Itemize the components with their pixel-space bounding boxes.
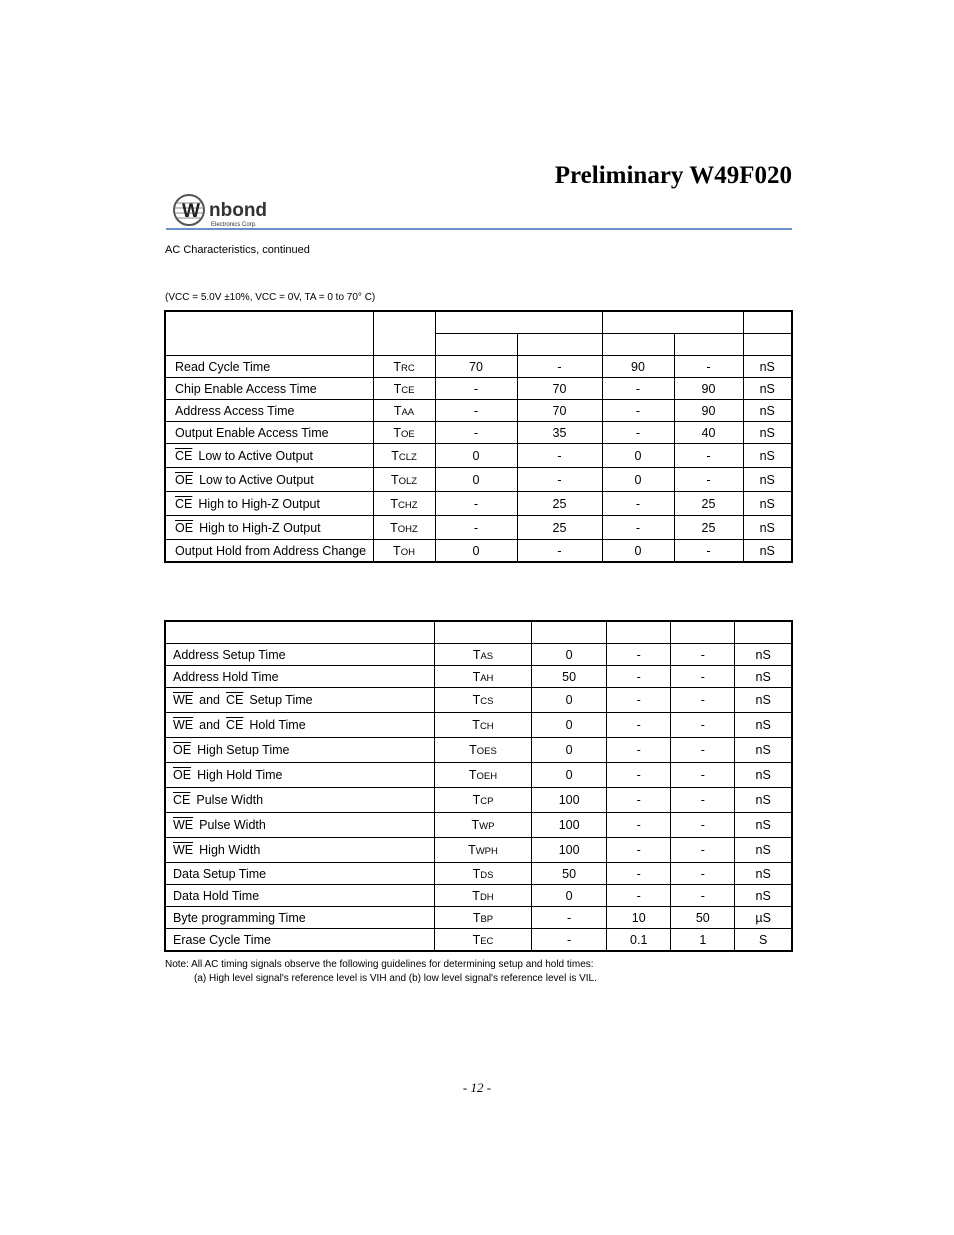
timing-note [165, 958, 597, 986]
table-row [165, 885, 792, 907]
param-value: - [532, 929, 607, 952]
param-symbol: TOHZ [373, 516, 435, 540]
param-value: - [674, 468, 743, 492]
param-value: - [671, 863, 735, 885]
param-symbol: TCE [373, 378, 435, 400]
param-value: 90 [602, 356, 674, 378]
param-value: 40 [674, 422, 743, 444]
param-value: 25 [674, 516, 743, 540]
param-value: - [602, 422, 674, 444]
param-value: - [671, 666, 735, 688]
table-row [165, 492, 792, 516]
param-name: Address Access Time [165, 400, 373, 422]
param-value: - [671, 763, 735, 788]
section-continued: AC Characteristics, continued [165, 244, 310, 256]
param-name: Read Cycle Time [165, 356, 373, 378]
param-name: $\overline{WE}$ High Width [165, 838, 434, 863]
table-row [165, 356, 792, 378]
param-value: - [532, 907, 607, 929]
param-symbol: TDS [434, 863, 531, 885]
param-value: 100 [532, 838, 607, 863]
param-name: $\overline{WE}$ and $\overline{CE}$ Hold Time [165, 713, 434, 738]
param-symbol: TWP [434, 813, 531, 838]
param-value: - [674, 444, 743, 468]
param-symbol: TOE [373, 422, 435, 444]
param-symbol: TEC [434, 929, 531, 952]
active-low-signal: $\overline{CE}$ [173, 793, 191, 807]
param-value: - [671, 644, 735, 666]
active-low-signal: $\overline{OE}$ [175, 520, 194, 535]
param-value: - [607, 688, 671, 713]
param-symbol: TCS [434, 688, 531, 713]
param-value: 35 [517, 422, 602, 444]
active-low-signal: $\overline{OE}$ [175, 472, 194, 487]
param-value: 0 [532, 763, 607, 788]
param-value: 25 [674, 492, 743, 516]
param-value: 0 [602, 540, 674, 563]
param-name: $\overline{OE}$ High Hold Time [165, 763, 434, 788]
param-symbol: TOH [373, 540, 435, 563]
param-value: 70 [517, 400, 602, 422]
param-value: 0 [602, 444, 674, 468]
param-name: $\overline{CE}$ Pulse Width [165, 788, 434, 813]
param-value: nS [743, 422, 792, 444]
param-value: nS [743, 516, 792, 540]
param-name: $\overline{OE}$ High to High-Z Output [165, 516, 373, 540]
param-value: - [607, 644, 671, 666]
param-value: - [671, 885, 735, 907]
table-row [165, 907, 792, 929]
param-value: - [607, 713, 671, 738]
param-value: - [435, 492, 517, 516]
param-value: 70 [435, 356, 517, 378]
param-value: - [671, 788, 735, 813]
table-row [165, 444, 792, 468]
param-value: - [602, 492, 674, 516]
table-row [165, 540, 792, 563]
param-value: 0 [532, 688, 607, 713]
param-value: 90 [674, 400, 743, 422]
param-symbol: TBP [434, 907, 531, 929]
param-name: Chip Enable Access Time [165, 378, 373, 400]
param-value: nS [735, 688, 792, 713]
param-value: nS [743, 492, 792, 516]
active-low-signal: $\overline{CE}$ [226, 693, 244, 707]
param-value: nS [735, 863, 792, 885]
param-value: - [602, 400, 674, 422]
table-row [165, 863, 792, 885]
param-symbol: TWPH [434, 838, 531, 863]
param-value: nS [735, 813, 792, 838]
note-line-2: (a) High level signal's reference level is VIH and (b) low level signal's reference level is VIL. [194, 973, 597, 984]
read-cycle-table [164, 310, 793, 563]
param-value: - [671, 813, 735, 838]
param-value: nS [735, 788, 792, 813]
param-name: Output Enable Access Time [165, 422, 373, 444]
param-symbol: TOEH [434, 763, 531, 788]
param-value: - [517, 540, 602, 563]
active-low-signal: $\overline{CE}$ [175, 496, 193, 511]
table-row [165, 738, 792, 763]
page-title: Preliminary W49F020 [554, 162, 792, 189]
table-header-row [165, 311, 792, 334]
param-name: Address Hold Time [165, 666, 434, 688]
table-row [165, 788, 792, 813]
param-value: - [435, 400, 517, 422]
param-value: - [435, 378, 517, 400]
param-value: 0 [532, 885, 607, 907]
param-value: - [607, 788, 671, 813]
table-row [165, 400, 792, 422]
param-value: - [517, 468, 602, 492]
param-name: Data Setup Time [165, 863, 434, 885]
param-value: 10 [607, 907, 671, 929]
param-value: nS [735, 713, 792, 738]
table-row [165, 422, 792, 444]
param-value: 25 [517, 492, 602, 516]
param-value: nS [743, 400, 792, 422]
param-symbol: TCHZ [373, 492, 435, 516]
param-symbol: TCH [434, 713, 531, 738]
param-value: nS [743, 444, 792, 468]
param-symbol: TAH [434, 666, 531, 688]
param-name: $\overline{CE}$ High to High-Z Output [165, 492, 373, 516]
param-name: Erase Cycle Time [165, 929, 434, 952]
param-value: nS [735, 763, 792, 788]
param-name: Data Hold Time [165, 885, 434, 907]
param-value: - [517, 444, 602, 468]
param-value: 50 [532, 863, 607, 885]
table-row [165, 838, 792, 863]
param-name: Output Hold from Address Change [165, 540, 373, 563]
param-value: 0 [532, 738, 607, 763]
param-value: - [607, 666, 671, 688]
param-value: 0 [435, 444, 517, 468]
param-value: - [671, 713, 735, 738]
param-value: 0.1 [607, 929, 671, 952]
param-value: - [607, 763, 671, 788]
param-value: - [602, 516, 674, 540]
write-cycle-table [164, 620, 793, 952]
param-value: nS [743, 468, 792, 492]
active-low-signal: $\overline{WE}$ [173, 693, 194, 707]
param-value: nS [735, 738, 792, 763]
active-low-signal: $\overline{CE}$ [226, 718, 244, 732]
table-row [165, 763, 792, 788]
param-value: µS [735, 907, 792, 929]
param-value: 0 [435, 540, 517, 563]
param-symbol: TOES [434, 738, 531, 763]
param-value: 50 [671, 907, 735, 929]
param-value: 0 [435, 468, 517, 492]
page-number: - 12 - [462, 1080, 492, 1095]
active-low-signal: $\overline{WE}$ [173, 818, 194, 832]
table-row [165, 929, 792, 952]
param-name: $\overline{OE}$ High Setup Time [165, 738, 434, 763]
param-value: 1 [671, 929, 735, 952]
param-value: 0 [532, 644, 607, 666]
param-value: nS [735, 838, 792, 863]
active-low-signal: $\overline{WE}$ [173, 718, 194, 732]
param-symbol: TAS [434, 644, 531, 666]
param-value: - [674, 356, 743, 378]
param-name: $\overline{WE}$ and $\overline{CE}$ Setup Time [165, 688, 434, 713]
param-name: Byte programming Time [165, 907, 434, 929]
test-conditions: (VCC = 5.0V ±10%, VCC = 0V, TA = 0 to 70° C) [165, 292, 376, 303]
active-low-signal: $\overline{WE}$ [173, 843, 194, 857]
param-value: - [607, 813, 671, 838]
param-value: - [602, 378, 674, 400]
param-value: - [517, 356, 602, 378]
active-low-signal: $\overline{OE}$ [173, 743, 192, 757]
param-name: $\overline{WE}$ Pulse Width [165, 813, 434, 838]
table-row [165, 468, 792, 492]
table-header-row [165, 621, 792, 644]
param-name: Address Setup Time [165, 644, 434, 666]
param-value: nS [743, 540, 792, 563]
param-value: - [607, 863, 671, 885]
table-row [165, 516, 792, 540]
param-value: 70 [517, 378, 602, 400]
param-value: 25 [517, 516, 602, 540]
table-row [165, 666, 792, 688]
param-value: 100 [532, 813, 607, 838]
param-value: nS [735, 885, 792, 907]
winbond-logo [173, 193, 283, 229]
param-value: - [674, 540, 743, 563]
table-row [165, 688, 792, 713]
param-name: $\overline{CE}$ Low to Active Output [165, 444, 373, 468]
param-value: 100 [532, 788, 607, 813]
param-value: nS [735, 644, 792, 666]
param-value: - [607, 738, 671, 763]
table-row [165, 713, 792, 738]
param-symbol: TAA [373, 400, 435, 422]
active-low-signal: $\overline{CE}$ [175, 448, 193, 463]
note-line-1: Note: All AC timing signals observe the following guidelines for determining setup and hold times: [165, 959, 594, 970]
param-symbol: TCLZ [373, 444, 435, 468]
param-value: 0 [532, 713, 607, 738]
table-row [165, 644, 792, 666]
param-value: - [671, 838, 735, 863]
param-value: - [607, 885, 671, 907]
param-value: - [607, 838, 671, 863]
table-row [165, 378, 792, 400]
param-symbol: TRC [373, 356, 435, 378]
param-value: - [671, 738, 735, 763]
param-value: S [735, 929, 792, 952]
param-value: - [435, 422, 517, 444]
param-value: 0 [602, 468, 674, 492]
svg-text:nbond: nbond [209, 200, 268, 221]
param-value: 50 [532, 666, 607, 688]
param-symbol: TCP [434, 788, 531, 813]
svg-text:W: W [182, 201, 200, 222]
header-rule [166, 228, 792, 230]
param-value: 90 [674, 378, 743, 400]
param-value: - [435, 516, 517, 540]
param-value: nS [743, 378, 792, 400]
param-value: - [671, 688, 735, 713]
active-low-signal: $\overline{OE}$ [173, 768, 192, 782]
param-name: $\overline{OE}$ Low to Active Output [165, 468, 373, 492]
table-row [165, 813, 792, 838]
param-symbol: TOLZ [373, 468, 435, 492]
param-value: nS [735, 666, 792, 688]
svg-text:Electronics Corp.: Electronics Corp. [211, 222, 257, 228]
param-value: nS [743, 356, 792, 378]
param-symbol: TDH [434, 885, 531, 907]
